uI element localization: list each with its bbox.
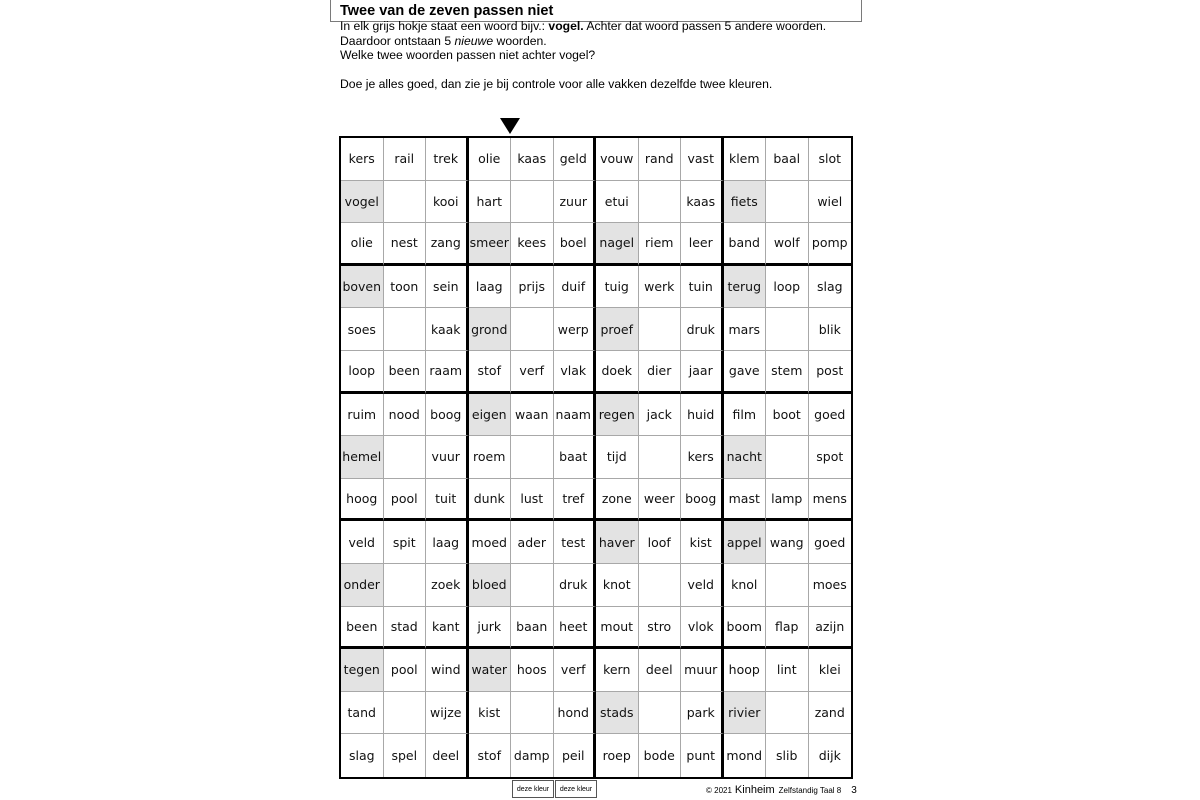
grid-cell[interactable]: toon bbox=[384, 266, 427, 309]
grid-cell[interactable]: tuin bbox=[681, 266, 724, 309]
grid-cell[interactable]: punt bbox=[681, 734, 724, 777]
publisher-brand: Kinheim bbox=[734, 784, 775, 796]
grid-cell[interactable] bbox=[766, 181, 809, 224]
grid-cell[interactable]: riem bbox=[639, 223, 682, 266]
grid-cell[interactable]: proef bbox=[596, 308, 639, 351]
grid-cell[interactable]: pool bbox=[384, 649, 427, 692]
grid-cell[interactable]: tand bbox=[341, 692, 384, 735]
grid-cell[interactable]: werp bbox=[554, 308, 597, 351]
grid-cell[interactable]: hoog bbox=[341, 479, 384, 522]
grid-cell[interactable]: wolf bbox=[766, 223, 809, 266]
grid-cell[interactable]: duif bbox=[554, 266, 597, 309]
pointer-arrow-icon bbox=[500, 118, 520, 134]
grid-cell[interactable]: tref bbox=[554, 479, 597, 522]
instruction-text: Daardoor ontstaan 5 bbox=[340, 33, 455, 48]
grid-cell[interactable] bbox=[384, 436, 427, 479]
grid-cell[interactable]: geld bbox=[554, 138, 597, 181]
grid-cell[interactable]: hart bbox=[469, 181, 512, 224]
grid-cell[interactable]: film bbox=[724, 394, 767, 437]
grid-cell[interactable]: kaas bbox=[681, 181, 724, 224]
grid-cell[interactable]: grond bbox=[469, 308, 512, 351]
grid-cell[interactable]: laag bbox=[426, 521, 469, 564]
grid-cell[interactable]: wiel bbox=[809, 181, 852, 224]
copyright: © 2021 bbox=[706, 786, 732, 795]
grid-cell[interactable]: dijk bbox=[809, 734, 852, 777]
grid-cell[interactable]: baan bbox=[511, 607, 554, 650]
grid-cell[interactable]: stads bbox=[596, 692, 639, 735]
grid-cell[interactable]: prijs bbox=[511, 266, 554, 309]
grid-cell[interactable]: spel bbox=[384, 734, 427, 777]
grid-cell[interactable]: flap bbox=[766, 607, 809, 650]
grid-cell[interactable]: zang bbox=[426, 223, 469, 266]
grid-cell[interactable]: loof bbox=[639, 521, 682, 564]
grid-cell[interactable]: nacht bbox=[724, 436, 767, 479]
grid-cell[interactable]: klem bbox=[724, 138, 767, 181]
grid-cell[interactable]: wang bbox=[766, 521, 809, 564]
grid-cell[interactable] bbox=[384, 181, 427, 224]
word-grid bbox=[339, 136, 853, 779]
grid-cell[interactable]: lint bbox=[766, 649, 809, 692]
grid-cell[interactable]: olie bbox=[469, 138, 512, 181]
grid-cell[interactable]: mout bbox=[596, 607, 639, 650]
grid-cell[interactable]: druk bbox=[554, 564, 597, 607]
grid-cell[interactable]: mast bbox=[724, 479, 767, 522]
grid-cell[interactable] bbox=[511, 308, 554, 351]
grid-cell[interactable]: heet bbox=[554, 607, 597, 650]
grid-cell[interactable]: mond bbox=[724, 734, 767, 777]
grid-cell[interactable]: klei bbox=[809, 649, 852, 692]
grid-cell[interactable]: tijd bbox=[596, 436, 639, 479]
grid-cell[interactable]: zand bbox=[809, 692, 852, 735]
grid-cell[interactable]: hoos bbox=[511, 649, 554, 692]
grid-cell[interactable]: moes bbox=[809, 564, 852, 607]
grid-cell[interactable]: damp bbox=[511, 734, 554, 777]
page-footer bbox=[706, 784, 857, 796]
grid-cell[interactable] bbox=[511, 564, 554, 607]
grid-cell[interactable]: hoop bbox=[724, 649, 767, 692]
page-number: 3 bbox=[851, 785, 857, 796]
grid-cell[interactable] bbox=[511, 436, 554, 479]
grid-cell[interactable]: fiets bbox=[724, 181, 767, 224]
instruction-line-1 bbox=[340, 19, 860, 34]
grid-cell[interactable]: sein bbox=[426, 266, 469, 309]
grid-cell[interactable]: onder bbox=[341, 564, 384, 607]
grid-cell[interactable]: kooi bbox=[426, 181, 469, 224]
grid-cell[interactable]: tuit bbox=[426, 479, 469, 522]
grid-cell[interactable]: verf bbox=[554, 649, 597, 692]
grid-cell[interactable] bbox=[639, 181, 682, 224]
series-name: Zelfstandig Taal 8 bbox=[778, 786, 842, 795]
grid-cell[interactable]: rail bbox=[384, 138, 427, 181]
grid-cell[interactable]: olie bbox=[341, 223, 384, 266]
answer-color-box[interactable]: deze kleur bbox=[512, 780, 554, 798]
grid-cell[interactable]: boog bbox=[426, 394, 469, 437]
grid-cell[interactable]: nagel bbox=[596, 223, 639, 266]
grid-cell[interactable]: bloed bbox=[469, 564, 512, 607]
grid-cell[interactable]: peil bbox=[554, 734, 597, 777]
instructions bbox=[340, 19, 860, 92]
grid-cell[interactable]: werk bbox=[639, 266, 682, 309]
grid-cell[interactable] bbox=[511, 692, 554, 735]
instruction-line-4: Doe je alles goed, dan zie je bij controle voor alle vakken dezelfde twee kleuren. bbox=[340, 77, 773, 91]
grid-cell[interactable]: vogel bbox=[341, 181, 384, 224]
grid-cell[interactable]: druk bbox=[681, 308, 724, 351]
grid-cell[interactable] bbox=[766, 564, 809, 607]
grid-cell[interactable]: boven bbox=[341, 266, 384, 309]
grid-cell[interactable]: azijn bbox=[809, 607, 852, 650]
grid-cell[interactable] bbox=[766, 436, 809, 479]
grid-cell[interactable]: pomp bbox=[809, 223, 852, 266]
grid-cell[interactable]: deel bbox=[426, 734, 469, 777]
instruction-text: In elk grijs hokje staat een woord bijv.: bbox=[340, 19, 549, 33]
grid-cell[interactable]: spit bbox=[384, 521, 427, 564]
grid-cell[interactable]: kaak bbox=[426, 308, 469, 351]
grid-cell[interactable]: wind bbox=[426, 649, 469, 692]
grid-cell[interactable] bbox=[766, 692, 809, 735]
grid-cell[interactable]: kant bbox=[426, 607, 469, 650]
grid-cell[interactable]: zoek bbox=[426, 564, 469, 607]
grid-cell[interactable]: pool bbox=[384, 479, 427, 522]
grid-cell[interactable]: slib bbox=[766, 734, 809, 777]
grid-cell[interactable]: moed bbox=[469, 521, 512, 564]
grid-cell[interactable]: boel bbox=[554, 223, 597, 266]
grid-cell[interactable]: gave bbox=[724, 351, 767, 394]
grid-cell[interactable]: veld bbox=[341, 521, 384, 564]
grid-cell[interactable]: laag bbox=[469, 266, 512, 309]
grid-cell[interactable] bbox=[384, 564, 427, 607]
grid-cell[interactable]: zuur bbox=[554, 181, 597, 224]
grid-cell[interactable]: goed bbox=[809, 394, 852, 437]
grid-cell[interactable]: wijze bbox=[426, 692, 469, 735]
grid-cell[interactable] bbox=[384, 308, 427, 351]
grid-cell[interactable]: rivier bbox=[724, 692, 767, 735]
grid-cell[interactable]: kees bbox=[511, 223, 554, 266]
grid-cell[interactable]: boom bbox=[724, 607, 767, 650]
grid-cell[interactable]: tegen bbox=[341, 649, 384, 692]
grid-cell[interactable]: leer bbox=[681, 223, 724, 266]
grid-cell[interactable]: weer bbox=[639, 479, 682, 522]
grid-cell[interactable]: kern bbox=[596, 649, 639, 692]
grid-cell[interactable]: nood bbox=[384, 394, 427, 437]
grid-cell[interactable]: trek bbox=[426, 138, 469, 181]
grid-cell[interactable]: vuur bbox=[426, 436, 469, 479]
grid-cell[interactable]: roep bbox=[596, 734, 639, 777]
grid-cell[interactable]: raam bbox=[426, 351, 469, 394]
grid-cell[interactable] bbox=[639, 564, 682, 607]
emphasis-word: nieuwe bbox=[454, 33, 494, 48]
grid-cell[interactable]: deel bbox=[639, 649, 682, 692]
grid-cell[interactable]: slag bbox=[809, 266, 852, 309]
instruction-text: Achter dat woord passen 5 andere woorden. bbox=[583, 19, 827, 33]
grid-cell[interactable]: veld bbox=[681, 564, 724, 607]
grid-cell[interactable]: slot bbox=[809, 138, 852, 181]
grid-cell[interactable]: eigen bbox=[469, 394, 512, 437]
grid-cell[interactable]: kers bbox=[341, 138, 384, 181]
grid-cell[interactable]: mars bbox=[724, 308, 767, 351]
grid-cell[interactable]: been bbox=[341, 607, 384, 650]
grid-cell[interactable]: stof bbox=[469, 734, 512, 777]
instruction-line-3: Welke twee woorden passen niet achter vogel? bbox=[340, 48, 596, 62]
grid-cell[interactable]: jurk bbox=[469, 607, 512, 650]
grid-cell[interactable]: vouw bbox=[596, 138, 639, 181]
grid-cell[interactable]: band bbox=[724, 223, 767, 266]
grid-cell[interactable]: stad bbox=[384, 607, 427, 650]
grid-cell[interactable]: test bbox=[554, 521, 597, 564]
grid-cell[interactable]: bode bbox=[639, 734, 682, 777]
example-word: vogel. bbox=[548, 19, 584, 33]
grid-cell[interactable]: blik bbox=[809, 308, 852, 351]
grid-cell[interactable]: jaar bbox=[681, 351, 724, 394]
grid-cell[interactable] bbox=[766, 308, 809, 351]
grid-cell[interactable]: vast bbox=[681, 138, 724, 181]
answer-color-box[interactable]: deze kleur bbox=[555, 780, 597, 798]
grid-cell[interactable] bbox=[639, 308, 682, 351]
grid-cell[interactable]: jack bbox=[639, 394, 682, 437]
grid-cell[interactable] bbox=[639, 436, 682, 479]
grid-cell[interactable]: slag bbox=[341, 734, 384, 777]
worksheet-title: Twee van de zeven passen niet bbox=[340, 3, 554, 19]
grid-cell[interactable]: terug bbox=[724, 266, 767, 309]
instruction-line-2 bbox=[340, 34, 860, 49]
grid-cell[interactable]: regen bbox=[596, 394, 639, 437]
grid-cell[interactable]: muur bbox=[681, 649, 724, 692]
grid-cell[interactable]: boog bbox=[681, 479, 724, 522]
grid-cell[interactable]: park bbox=[681, 692, 724, 735]
grid-cell[interactable]: naam bbox=[554, 394, 597, 437]
grid-cell[interactable]: etui bbox=[596, 181, 639, 224]
grid-cell[interactable]: loop bbox=[341, 351, 384, 394]
grid-cell[interactable] bbox=[511, 181, 554, 224]
grid-cell[interactable]: nest bbox=[384, 223, 427, 266]
grid-cell[interactable]: zone bbox=[596, 479, 639, 522]
grid-cell[interactable]: kers bbox=[681, 436, 724, 479]
grid-cell[interactable]: boot bbox=[766, 394, 809, 437]
grid-cell[interactable]: hond bbox=[554, 692, 597, 735]
grid-cell[interactable]: been bbox=[384, 351, 427, 394]
grid-cell[interactable]: verf bbox=[511, 351, 554, 394]
grid-cell[interactable] bbox=[384, 692, 427, 735]
grid-cell[interactable]: baat bbox=[554, 436, 597, 479]
grid-cell[interactable]: vlak bbox=[554, 351, 597, 394]
grid-cell[interactable]: dunk bbox=[469, 479, 512, 522]
grid-cell[interactable]: kaas bbox=[511, 138, 554, 181]
grid-cell[interactable]: dier bbox=[639, 351, 682, 394]
grid-cell[interactable]: huid bbox=[681, 394, 724, 437]
grid-cell[interactable]: mens bbox=[809, 479, 852, 522]
grid-cell[interactable]: tuig bbox=[596, 266, 639, 309]
grid-cell[interactable]: spot bbox=[809, 436, 852, 479]
grid-cell[interactable]: lust bbox=[511, 479, 554, 522]
grid-cell[interactable]: kist bbox=[681, 521, 724, 564]
grid-cell[interactable]: baal bbox=[766, 138, 809, 181]
grid-cell[interactable]: knot bbox=[596, 564, 639, 607]
grid-cell[interactable]: smeer bbox=[469, 223, 512, 266]
grid-cell[interactable]: doek bbox=[596, 351, 639, 394]
grid-cell[interactable]: stem bbox=[766, 351, 809, 394]
grid-cell[interactable]: soes bbox=[341, 308, 384, 351]
grid-cell[interactable]: goed bbox=[809, 521, 852, 564]
grid-cell[interactable]: haver bbox=[596, 521, 639, 564]
grid-cell[interactable]: stro bbox=[639, 607, 682, 650]
grid-cell[interactable]: lamp bbox=[766, 479, 809, 522]
grid-cell[interactable]: waan bbox=[511, 394, 554, 437]
grid-cell[interactable]: vlok bbox=[681, 607, 724, 650]
grid-cell[interactable]: hemel bbox=[341, 436, 384, 479]
grid-cell[interactable] bbox=[639, 692, 682, 735]
grid-cell[interactable]: loop bbox=[766, 266, 809, 309]
instruction-text: woorden. bbox=[493, 33, 547, 48]
grid-cell[interactable]: knol bbox=[724, 564, 767, 607]
grid-cell[interactable]: rand bbox=[639, 138, 682, 181]
grid-cell[interactable]: ruim bbox=[341, 394, 384, 437]
grid-cell[interactable]: post bbox=[809, 351, 852, 394]
grid-cell[interactable]: kist bbox=[469, 692, 512, 735]
grid-cell[interactable]: water bbox=[469, 649, 512, 692]
grid-cell[interactable]: roem bbox=[469, 436, 512, 479]
grid-cell[interactable]: appel bbox=[724, 521, 767, 564]
grid-cell[interactable]: ader bbox=[511, 521, 554, 564]
grid-cell[interactable]: stof bbox=[469, 351, 512, 394]
